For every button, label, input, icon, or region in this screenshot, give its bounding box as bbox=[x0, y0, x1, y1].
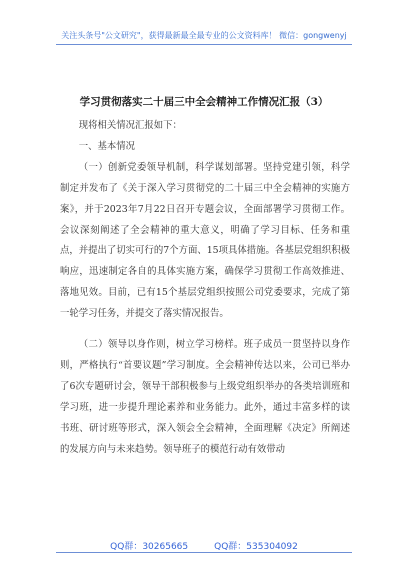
qq-group-1: QQ群：30265665 bbox=[110, 542, 189, 552]
section-heading: 一、基本情况 bbox=[78, 140, 136, 152]
header-divider bbox=[56, 44, 352, 45]
header-banner: 关注头条号"公文研究"，获得最新最全最专业的公文资料库！ 微信：gongwenyj bbox=[61, 31, 347, 40]
document-title: 学习贯彻落实二十届三中全会精神工作情况汇报（3） bbox=[79, 96, 329, 108]
qq-group-2: QQ群：535304092 bbox=[214, 542, 298, 552]
footer-divider bbox=[56, 552, 352, 553]
intro-paragraph: 现将相关情况汇报如下： bbox=[78, 120, 182, 131]
paragraph-1: （一）创新党委领导机制，科学谋划部署。坚持党建引领，科学制定并发布了《关于深入学习贯彻党的二十届三中全会精神的实施方案》，并于2023年7月22日召开专题会议，全面部署学习贯彻工作。会议深刻阐述了全会精神的重大意义，明确了学习目标、任务和重点，并提出了切实可行的7个方面、15项具体措施。各基层党组织积极响应，迅速制定各自的具体实施方案，确保学习贯彻工作高效推进、落地见效。目前，已有15个基层党组织按照公司党委要求，完成了第一轮学习任务，并提交了落实情况报告。 bbox=[60, 161, 350, 320]
paragraph-gap bbox=[60, 325, 350, 335]
footer-qq-groups bbox=[0, 539, 408, 552]
paragraph-2: （二）领导以身作则，树立学习榜样。班子成员一贯坚持以身作则，严格执行“首要议题”学习制度。全会精神传达以来，公司已举办了6次专题研讨会，领导干部积极参与上级党组织举办的各类培训班和学习班，进一步提升理论素养和业务能力。此外，通过丰富多样的读书班、研讨班等形式，深入领会全会精神，全面理解《决定》所阐述的发展方向与未来趋势。领导班子的模范行动有效带动 bbox=[60, 339, 350, 455]
document-body bbox=[60, 116, 350, 461]
